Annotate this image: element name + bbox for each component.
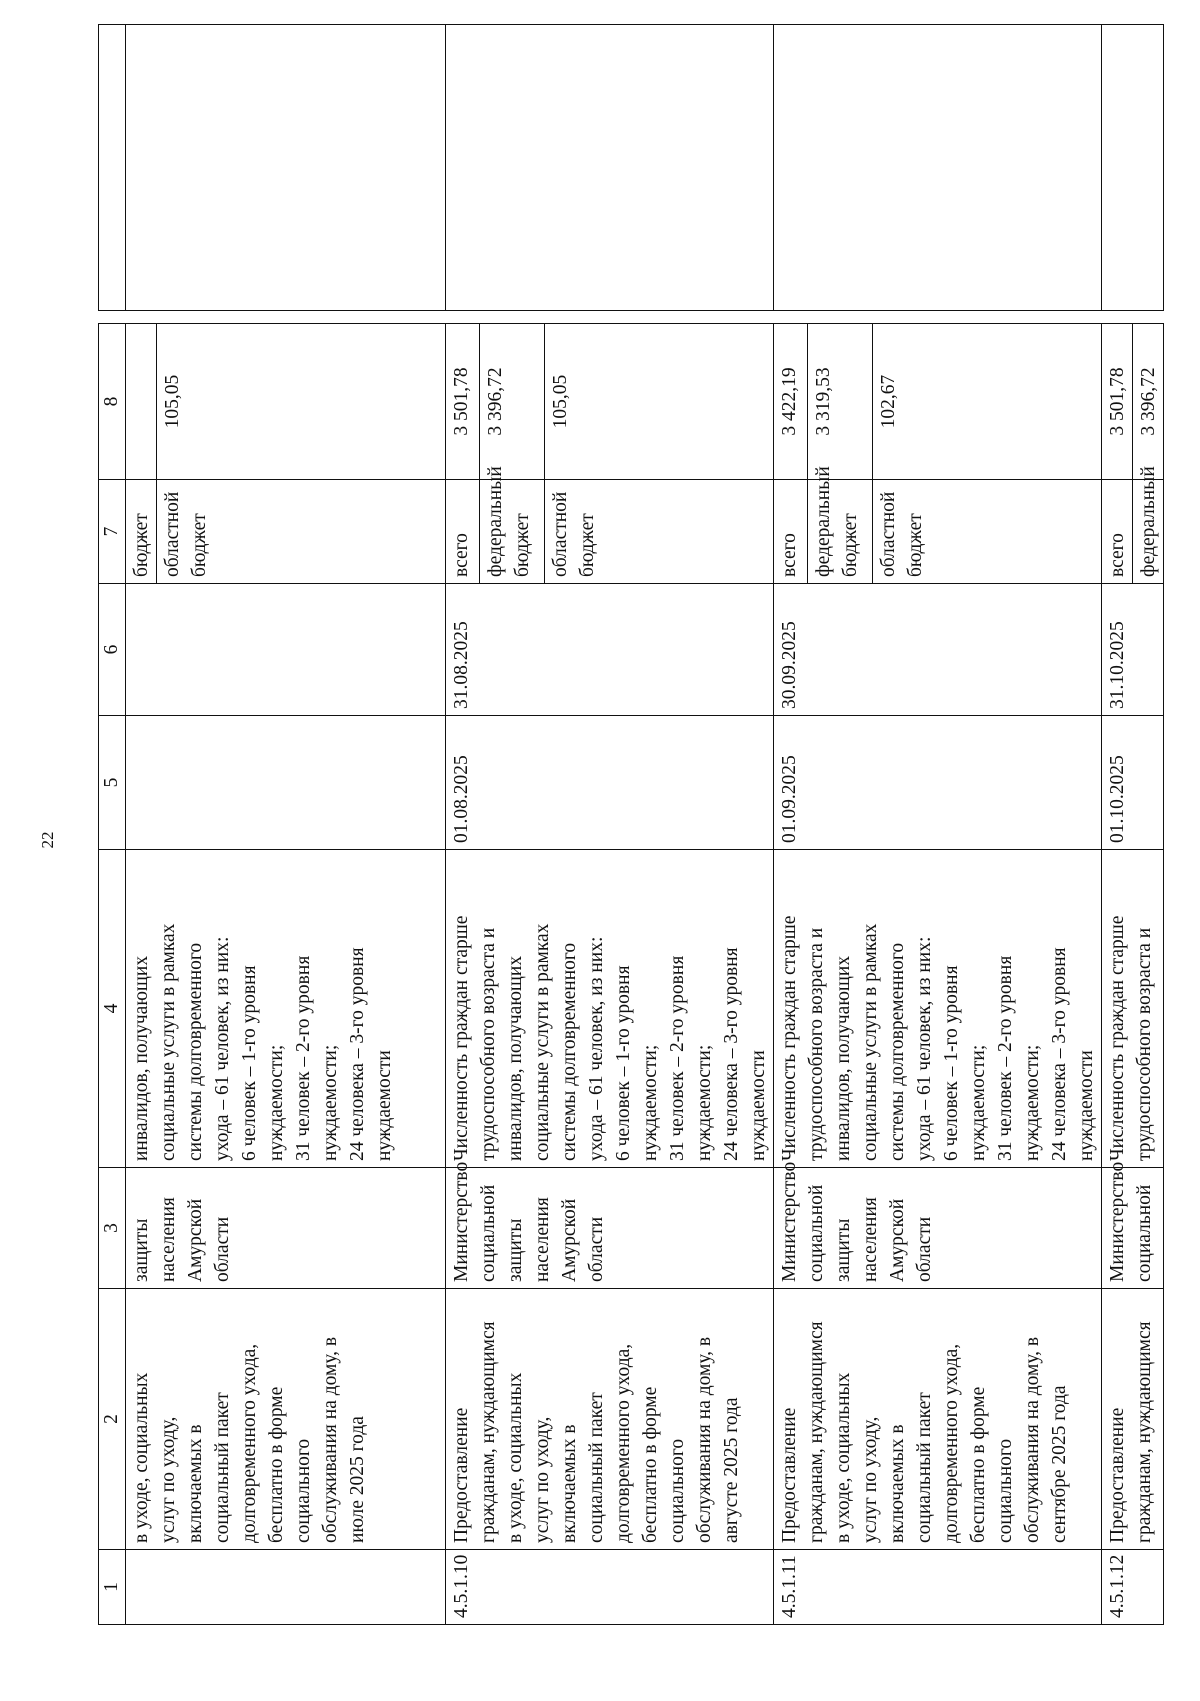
funding-source: всего [446, 480, 480, 584]
column-number: 6 [99, 584, 126, 716]
funding-source: федеральный бюджет [808, 480, 873, 584]
column-number: 5 [99, 716, 126, 850]
funding-source: федеральный [1133, 480, 1164, 584]
funding-amount: 3 396,72 [1133, 324, 1164, 480]
funding-amount: 3 422,19 [774, 324, 808, 480]
blank-cell [99, 25, 126, 269]
column-number: 7 [99, 480, 126, 584]
blank-cell [774, 25, 1102, 269]
end-date: 31.10.2025 [1102, 584, 1164, 716]
blank-gap [446, 311, 774, 324]
end-date [126, 584, 446, 716]
measure-name: Предоставление гражданам, нуждающимся в уходе, социальных услуг по уходу, включаемых в социальный пакет долговременного ухода, бесплатно в форме социального обслуживания на дому, в августе 2025 года [446, 1289, 774, 1550]
blank-gap [126, 311, 446, 324]
start-date [126, 716, 446, 850]
indicator: Численность граждан старше трудоспособного возраста и [1102, 850, 1164, 1168]
measure-name: в уходе, социальных услуг по уходу, включаемых в социальный пакет долговременного ухода, бесплатно в форме социального обслуживания на дому, в июле 2025 года [126, 1289, 446, 1550]
table-row [774, 25, 808, 1625]
column-number: 1 [99, 1550, 126, 1625]
executor: Министерство социальной защиты населения Амурской области [774, 1168, 1102, 1289]
table-row [1102, 25, 1133, 1625]
blank-cell [1102, 25, 1164, 269]
executor: защиты населения Амурской области [126, 1168, 446, 1289]
start-date: 01.09.2025 [774, 716, 1102, 850]
blank-gap [774, 311, 1102, 324]
plan-table [98, 24, 1164, 1625]
funding-amount: 102,67 [873, 324, 1102, 480]
row-id: 4.5.1.10 [446, 1550, 774, 1625]
indicator: Численность граждан старше трудоспособного возраста и инвалидов, получающих социальные услуги в рамках системы долговременного ухода – 61 человек, из них: 6 человек – 1-го уровня нуждаемости; 31 человек – 2-го уровня нуждаемости; 24 человека – 3-го уровня нуждаемости [774, 850, 1102, 1168]
row-id: 4.5.1.11 [774, 1550, 1102, 1625]
blank-cell [446, 269, 774, 311]
table-row [446, 25, 480, 1625]
blank-cell [99, 269, 126, 311]
blank-cell [1102, 269, 1164, 311]
blank-cell [126, 269, 446, 311]
end-date: 31.08.2025 [446, 584, 774, 716]
funding-amount [126, 324, 157, 480]
funding-source: федеральный бюджет [480, 480, 545, 584]
column-number: 2 [99, 1289, 126, 1550]
funding-amount: 105,05 [157, 324, 446, 480]
page-number: 22 [38, 831, 57, 849]
table-row [126, 25, 157, 1625]
column-number-row [99, 25, 126, 1625]
funding-amount: 3 501,78 [446, 324, 480, 480]
indicator: инвалидов, получающих социальные услуги в рамках системы долговременного ухода – 61 человек, из них: 6 человек – 1-го уровня нуждаемости; 31 человек – 2-го уровня нуждаемости; 24 человека – 3-го уровня нуждаемости [126, 850, 446, 1168]
column-number: 3 [99, 1168, 126, 1289]
funding-source: областной бюджет [157, 480, 446, 584]
executor: Министерство социальной защиты населения Амурской области [446, 1168, 774, 1289]
funding-amount: 3 396,72 [480, 324, 545, 480]
column-number: 8 [99, 324, 126, 480]
column-number: 4 [99, 850, 126, 1168]
funding-source: областной бюджет [873, 480, 1102, 584]
blank-gap [99, 311, 126, 324]
blank-cell [446, 25, 774, 269]
measure-name: Предоставление гражданам, нуждающимся [1102, 1289, 1164, 1550]
executor: Министерство социальной [1102, 1168, 1164, 1289]
funding-amount: 3 319,53 [808, 324, 873, 480]
funding-amount: 3 501,78 [1102, 324, 1133, 480]
funding-source: бюджет [126, 480, 157, 584]
start-date: 01.10.2025 [1102, 716, 1164, 850]
funding-source: областной бюджет [545, 480, 774, 584]
funding-amount: 105,05 [545, 324, 774, 480]
start-date: 01.08.2025 [446, 716, 774, 850]
indicator: Численность граждан старше трудоспособного возраста и инвалидов, получающих социальные услуги в рамках системы долговременного ухода – 61 человек, из них: 6 человек – 1-го уровня нуждаемости; 31 человек – 2-го уровня нуждаемости; 24 человека – 3-го уровня нуждаемости [446, 850, 774, 1168]
funding-source: всего [774, 480, 808, 584]
blank-cell [774, 269, 1102, 311]
row-id [126, 1550, 446, 1625]
end-date: 30.09.2025 [774, 584, 1102, 716]
blank-gap [1102, 311, 1164, 324]
rotated-table-container [98, 25, 1198, 1625]
row-id: 4.5.1.12 [1102, 1550, 1164, 1625]
funding-source: всего [1102, 480, 1133, 584]
blank-cell [126, 25, 446, 269]
measure-name: Предоставление гражданам, нуждающимся в уходе, социальных услуг по уходу, включаемых в социальный пакет долговременного ухода, бесплатно в форме социального обслуживания на дому, в сентябре 2025 года [774, 1289, 1102, 1550]
